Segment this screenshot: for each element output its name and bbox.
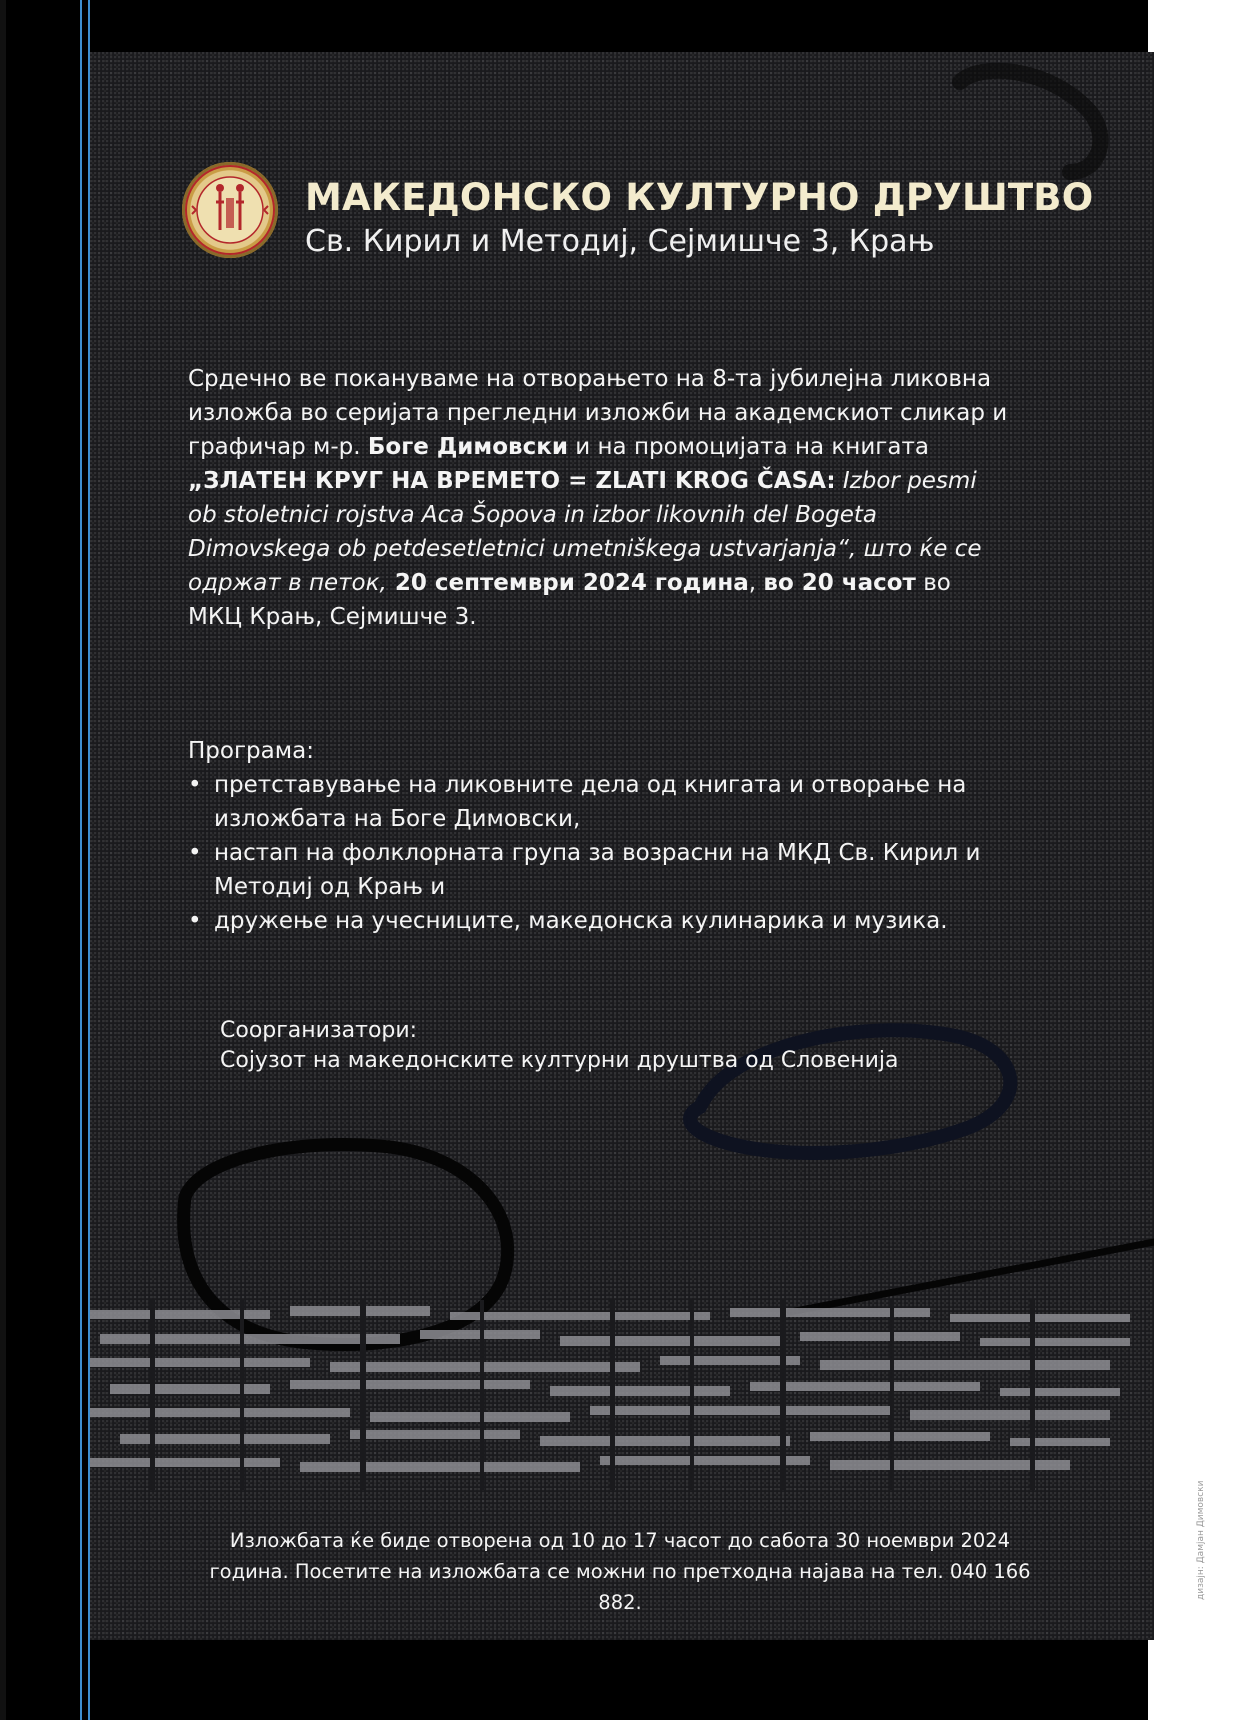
- program-section: [188, 734, 1028, 938]
- book-title: „ЗЛАТЕН КРУГ НА ВРЕМЕТО = ZLATI KROG ČASA:: [188, 468, 836, 494]
- left-margin-strip: [0, 0, 6, 1720]
- event-date: 20 септември 2024 година: [386, 570, 749, 596]
- co-organizers-label: Соорганизатори:: [220, 1018, 418, 1043]
- invitation-poster: [90, 52, 1154, 1640]
- designer-credit: дизајн: Дамјан Димовски: [1196, 1480, 1206, 1600]
- organization-address: Св. Кирил и Методиј, Сејмишче 3, Крањ: [305, 224, 935, 259]
- co-organizers-name: Сојузот на македонските културни друштва од Словенија: [220, 1048, 899, 1073]
- invitation-intro: Срдечно ве покануваме на отворањето на 8-та јубилејна ликовна изложба во серијата прегледни изложби на академскиот сликар и графичар м-р.: [188, 366, 1008, 460]
- list-item: • претставување на ликовните дела од книгата и отворање на изложбата на Боге Димовски,: [188, 768, 1028, 836]
- society-seal-icon: [182, 162, 278, 258]
- separator: ,: [748, 570, 764, 596]
- header: [182, 162, 1094, 272]
- event-time: во 20 часот: [763, 570, 916, 596]
- margin-rule: [80, 0, 82, 1720]
- list-item: • дружење на учесниците, македонска кулинарика и музика.: [188, 904, 1028, 938]
- book-subtitle: Izbor pesmi ob stoletnici rojstva Aca Šopova in izbor likovnih del Bogeta Dimovskega ob petdesetletnici umetniškega ustvarjanja“, што ќе се одржат в петок,: [188, 468, 982, 596]
- organization-title: МАКЕДОНСКО КУЛТУРНО ДРУШТВО: [305, 176, 1094, 219]
- right-margin: [1148, 0, 1238, 1720]
- co-organizers: [220, 1016, 1020, 1076]
- list-item: • настап на фолклорната група за возрасни на МКД Св. Кирил и Методиј од Крањ и: [188, 836, 1028, 904]
- opening-hours-note: Изложбата ќе биде отворена од 10 до 17 часот до сабота 30 ноември 2024 година. Посетите на изложбата се можни по претходна најава на тел. 040 166 882.: [209, 1529, 1031, 1614]
- invitation-text: [188, 362, 1008, 634]
- program-list: [188, 768, 1028, 938]
- artist-name: Боге Димовски: [367, 434, 568, 460]
- event-venue: во МКЦ Крањ, Сејмишче 3.: [188, 570, 951, 630]
- program-label: Програма:: [188, 738, 314, 764]
- scratched-texture-band: [90, 1300, 1154, 1490]
- invitation-book-intro: и на промоцијата на книгата: [567, 434, 929, 460]
